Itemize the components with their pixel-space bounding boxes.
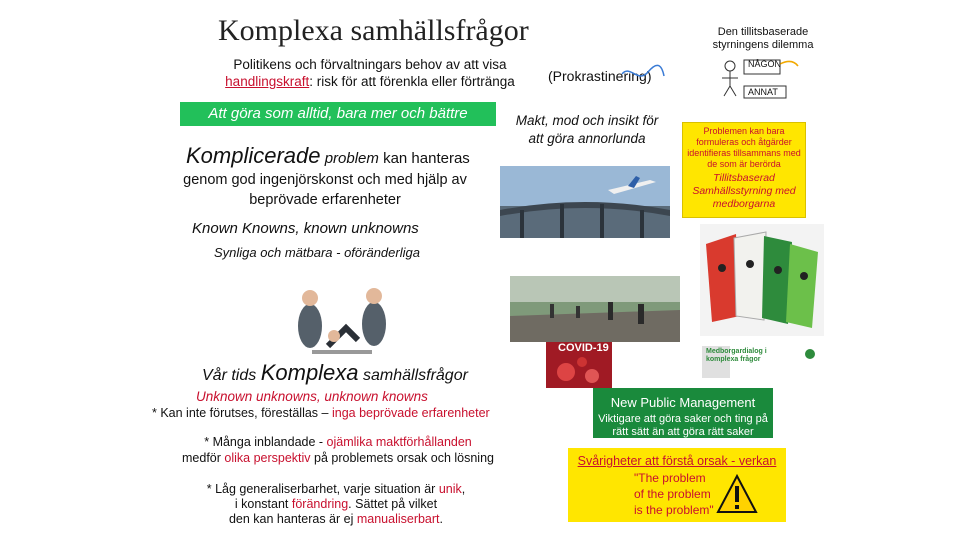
bullet-1-pre: * Kan inte förutses, föreställas – — [152, 406, 332, 420]
green-banner: Att göra som alltid, bara mer och bättre — [180, 102, 496, 126]
bullet-2-mid: medför — [182, 451, 225, 465]
sketch-word-1: NÅGON — [748, 59, 782, 69]
bullet-3-p4: . Sättet på vilket — [348, 497, 438, 511]
npm-heading: New Public Management — [610, 395, 756, 410]
subtitle-line1: Politikens och förvaltningars behov av att visa — [233, 57, 507, 72]
warning-icon — [716, 472, 758, 516]
bullet-3-p5: den kan hanteras är ej — [228, 512, 357, 526]
bullet-3-r1: unik — [438, 482, 462, 496]
bullet-2-red1: ojämlika maktförhållanden — [326, 435, 472, 449]
bullet-1 — [152, 406, 490, 420]
subtitle-line2: : risk för att förenkla eller förtränga — [309, 74, 515, 89]
komplicerade-mid: problem — [324, 150, 379, 167]
booklet-title: Medborgardialog i komplexa frågor — [706, 348, 767, 363]
bullet-3-p2: , — [461, 482, 466, 496]
svarigheter-heading: Svårigheter att förstå orsak - verkan — [577, 454, 777, 468]
bullet-2-red2: olika perspektiv — [224, 451, 311, 465]
quote-line-2: of the problem — [634, 487, 711, 501]
var-tids-post: samhällsfrågor — [363, 367, 468, 384]
businessmen-illustration — [282, 268, 402, 360]
npm-text: Viktigare att göra saker och ting på rätt sätt än att göra rätt saker — [598, 413, 768, 438]
npm-box — [593, 388, 773, 438]
komplicerade-rest: kan hanteras — [383, 150, 470, 167]
var-tids-pre: Vår tids — [202, 367, 257, 384]
yellow-info-box — [682, 122, 806, 218]
subtitle-highlight: handlingskraft — [225, 74, 310, 89]
bridge-airplane-photo — [500, 166, 670, 238]
known-knowns-text: Known Knowns, known unknowns — [192, 220, 419, 237]
bullet-3-p1: * Låg generaliserbarhet, varje situation är — [206, 482, 439, 496]
scribble-icon — [618, 60, 668, 90]
var-tids-heading — [202, 360, 468, 386]
bullet-2-pre: * Många inblandade - — [204, 435, 327, 449]
makt-text: Makt, mod och insikt för att göra annorlunda — [515, 113, 659, 146]
yellow-box-italic: Tillitsbaserad Samhällsstyrning med medborgarna — [692, 172, 796, 210]
bullet-1-red: inga beprövade erfarenheter — [331, 406, 490, 420]
bullet-2-post: på problemets orsak och lösning — [310, 451, 494, 465]
unknown-unknowns-text: Unknown unknowns, unknown knowns — [196, 389, 428, 404]
page-title: Komplexa samhällsfrågor — [218, 14, 529, 47]
komplicerade-word: Komplicerade — [186, 143, 321, 168]
svarigheter-quote — [634, 470, 714, 518]
subtitle — [200, 56, 540, 90]
yellow-box-text: Problemen kan bara formuleras och åtgärder identifieras tillsammans med de som är berörda — [687, 126, 801, 169]
bullet-3-r3: manualiserbart — [356, 512, 440, 526]
masks-illustration — [700, 224, 824, 336]
quote-line-3: is the problem" — [634, 503, 714, 517]
bullet-3 — [176, 482, 496, 527]
var-tids-big: Komplexa — [260, 360, 359, 385]
covid-label: COVID-19 — [558, 342, 609, 354]
quote-line-1: "The problem — [634, 471, 706, 485]
bullet-3-p6: . — [439, 512, 444, 526]
sketch-word-2: ANNAT — [748, 87, 778, 97]
prokrastinering-label: (Prokrastinering) — [548, 68, 652, 84]
synliga-text: Synliga och mätbara - oföränderliga — [214, 245, 420, 260]
people-walking-photo — [510, 276, 680, 342]
bullet-3-p3: i konstant — [234, 497, 292, 511]
genom-text: genom god ingenjörskonst och med hjälp av beprövade erfarenheter — [183, 172, 467, 208]
den-tillit-text: Den tillitsbaserade styrningens dilemma — [712, 26, 814, 51]
bullet-2 — [160, 434, 516, 466]
bullet-3-r2: förändring — [291, 497, 349, 511]
komplicerade-heading — [186, 143, 470, 169]
